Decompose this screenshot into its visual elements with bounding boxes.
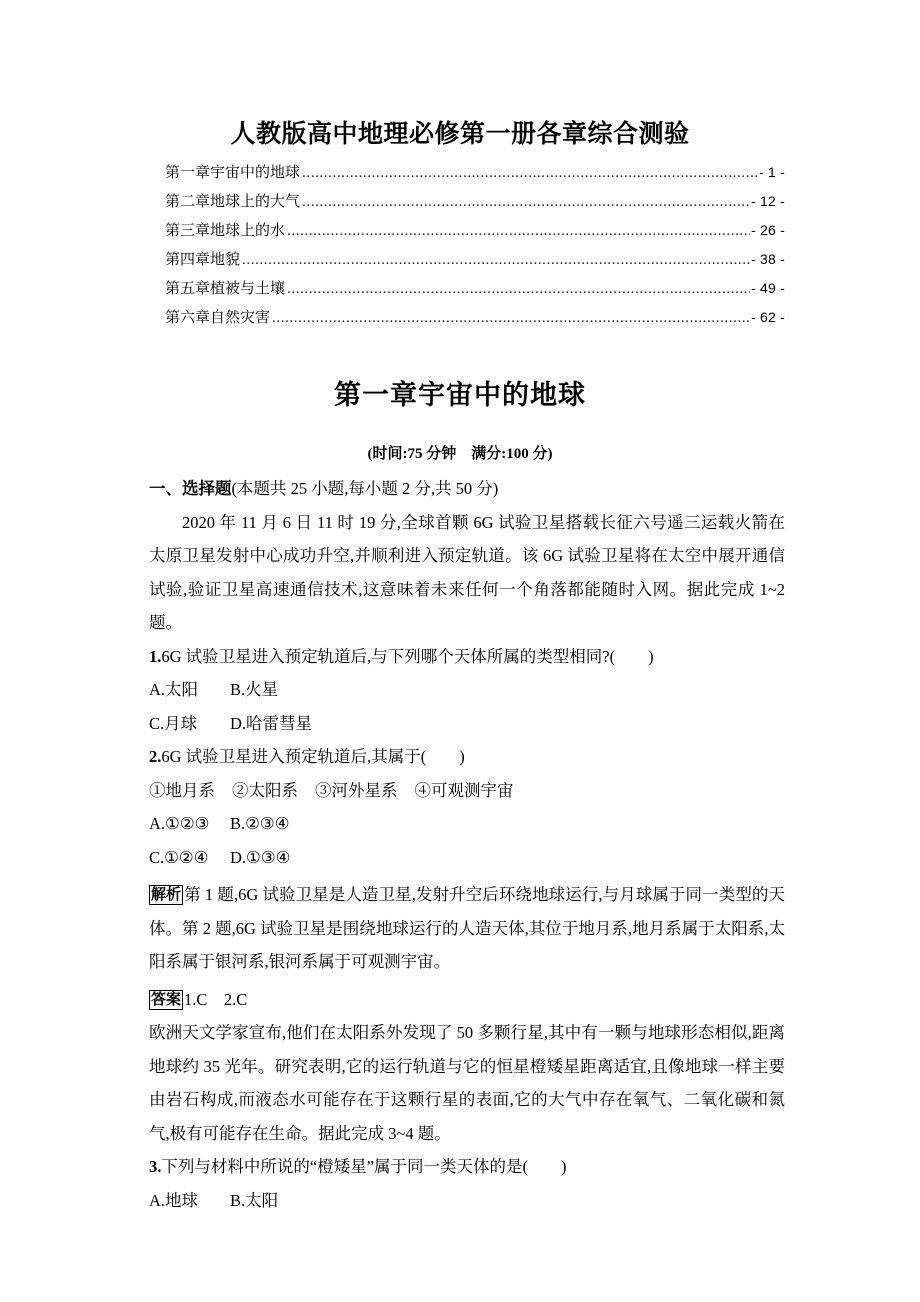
question-2-item-list [149, 774, 785, 808]
toc-entry-label: 第六章自然灾害 [165, 310, 271, 326]
toc-dot-leader [242, 253, 750, 267]
option-1a[interactable] [149, 673, 230, 707]
option-3b[interactable] [230, 1184, 278, 1218]
option-2b-key: B. [230, 814, 246, 833]
toc-dot-leader [302, 166, 758, 180]
option-3a-key: A. [149, 1190, 166, 1210]
option-3b-text: 太阳 [245, 1190, 279, 1210]
option-3b-key: B. [230, 1190, 246, 1210]
option-1c-text: 月球 [164, 713, 198, 733]
toc-entry[interactable] [165, 158, 785, 187]
question-3 [149, 1150, 785, 1184]
question-3-number: 3. [149, 1157, 162, 1176]
option-1d[interactable] [230, 707, 312, 741]
toc-entry-page: - 12 - [751, 193, 785, 209]
toc-dot-leader [287, 282, 750, 296]
exam-body [149, 472, 785, 1217]
option-2b[interactable] [230, 807, 290, 841]
option-3a[interactable] [149, 1184, 230, 1218]
question-2-item-4: ④可观测宇宙 [414, 780, 514, 800]
toc-dot-leader [272, 311, 750, 325]
section-number: 一、选择题 [149, 479, 232, 498]
passage-material-1: 2020 年 11 月 6 日 11 时 19 分,全球首颗 6G 试验卫星搭载长征六号遥三运载火箭在太原卫星发射中心成功升空,并顺利进入预定轨道。该 6G 试验卫星将在太空中展开通信试验,验证卫星高速通信技术,这意味着未来任何一个角落都能随时入网。据此完成 1~2 题。 [149, 512, 785, 632]
option-2a-text: ①②③ [165, 814, 210, 833]
toc-entry[interactable] [165, 303, 785, 332]
question-2 [149, 740, 785, 774]
answer-text: 1.C 2.C [184, 989, 248, 1009]
question-1-options-row-1 [149, 673, 785, 707]
toc-entry-page: - 26 - [751, 222, 785, 238]
question-1 [149, 640, 785, 674]
option-1c-key: C. [149, 713, 165, 733]
question-3-stem: 下列与材料中所说的“橙矮星”属于同一类天体的是( ) [161, 1157, 567, 1176]
option-1b-text: 火星 [245, 680, 279, 699]
option-2d-text: ①③④ [246, 847, 291, 867]
option-2c-key: C. [149, 847, 165, 867]
passage-material-2: 欧洲天文学家宣布,他们在太阳系外发现了 50 多颗行星,其中有一颗与地球形态相似,距离地球约 35 光年。研究表明,它的运行轨道与它的恒星橙矮星距离适宜,且像地球一样主要由岩石构成,而液态水可能存在于这颗行星的表面,它的大气中存在氧气、二氧化碳和氮气,极有可能存在生命。据此完成 3~4 题。 [149, 1023, 785, 1143]
question-2-item-1: ①地月系 [149, 780, 215, 800]
question-2-item-2: ②太阳系 [232, 780, 298, 800]
toc-entry-page: - 1 - [759, 164, 785, 180]
toc-entry-label: 第五章植被与土壤 [165, 281, 286, 297]
toc-entry[interactable] [165, 274, 785, 303]
toc-entry-label: 第二章地球上的大气 [165, 194, 301, 210]
question-1-stem: 6G 试验卫星进入预定轨道后,与下列哪个天体所属的类型相同?( ) [161, 646, 654, 666]
question-3-options-row-1 [149, 1184, 785, 1218]
toc-entry-page: - 38 - [751, 251, 785, 267]
toc-entry[interactable] [165, 216, 785, 245]
question-1-number: 1. [149, 646, 162, 666]
option-2b-text: ②③④ [245, 814, 290, 833]
question-1-options-row-2 [149, 707, 785, 741]
option-1d-key: D. [230, 713, 247, 733]
option-3a-text: 地球 [165, 1190, 199, 1210]
option-1b[interactable] [230, 673, 278, 707]
section-heading [149, 472, 785, 506]
question-2-stem: 6G 试验卫星进入预定轨道后,其属于( ) [161, 747, 465, 766]
toc-entry[interactable] [165, 187, 785, 216]
toc-dot-leader [287, 224, 750, 238]
toc-entry-page: - 62 - [751, 309, 785, 325]
document-title: 人教版高中地理必修第一册各章综合测验 [230, 121, 690, 148]
option-1b-key: B. [230, 680, 246, 699]
option-2c[interactable] [149, 841, 230, 875]
toc-entry-page: - 49 - [751, 280, 785, 296]
option-2d[interactable] [230, 841, 290, 875]
toc-entry-label: 第一章宇宙中的地球 [165, 165, 301, 181]
option-2d-key: D. [230, 847, 247, 867]
explanation-block-1 [149, 878, 785, 979]
option-1d-text: 哈雷彗星 [246, 713, 313, 733]
answer-tag: 答案 [151, 991, 182, 1008]
explanation-text: 第 1 题,6G 试验卫星是人造卫星,发射升空后环绕地球运行,与月球属于同一类型的天体。第 2 题,6G 试验卫星是围绕地球运行的人造天体,其位于地月系,地月系属于太阳系,太阳系属于银河系,银河系属于可观测宇宙。 [149, 885, 785, 971]
toc-dot-leader [302, 195, 750, 209]
option-2c-text: ①②④ [164, 847, 209, 867]
option-2a-key: A. [149, 814, 166, 833]
option-1a-key: A. [149, 680, 166, 699]
exam-meta: (时间:75 分钟 满分:100 分) [367, 446, 553, 462]
chapter-title: 第一章宇宙中的地球 [334, 380, 586, 410]
question-2-options-row-2 [149, 841, 785, 875]
table-of-contents [165, 158, 785, 332]
explanation-tag: 解析 [151, 887, 182, 903]
toc-entry-label: 第四章地貌 [165, 252, 241, 268]
question-2-item-3: ③河外星系 [315, 780, 398, 800]
section-detail: (本题共 25 小题,每小题 2 分,共 50 分) [231, 479, 499, 498]
question-2-number: 2. [149, 747, 162, 766]
option-1a-text: 太阳 [165, 680, 199, 699]
toc-entry[interactable] [165, 245, 785, 274]
question-2-options-row-1 [149, 807, 785, 841]
toc-entry-label: 第三章地球上的水 [165, 223, 286, 239]
option-2a[interactable] [149, 807, 230, 841]
option-1c[interactable] [149, 707, 230, 741]
answer-block-1 [149, 983, 785, 1017]
